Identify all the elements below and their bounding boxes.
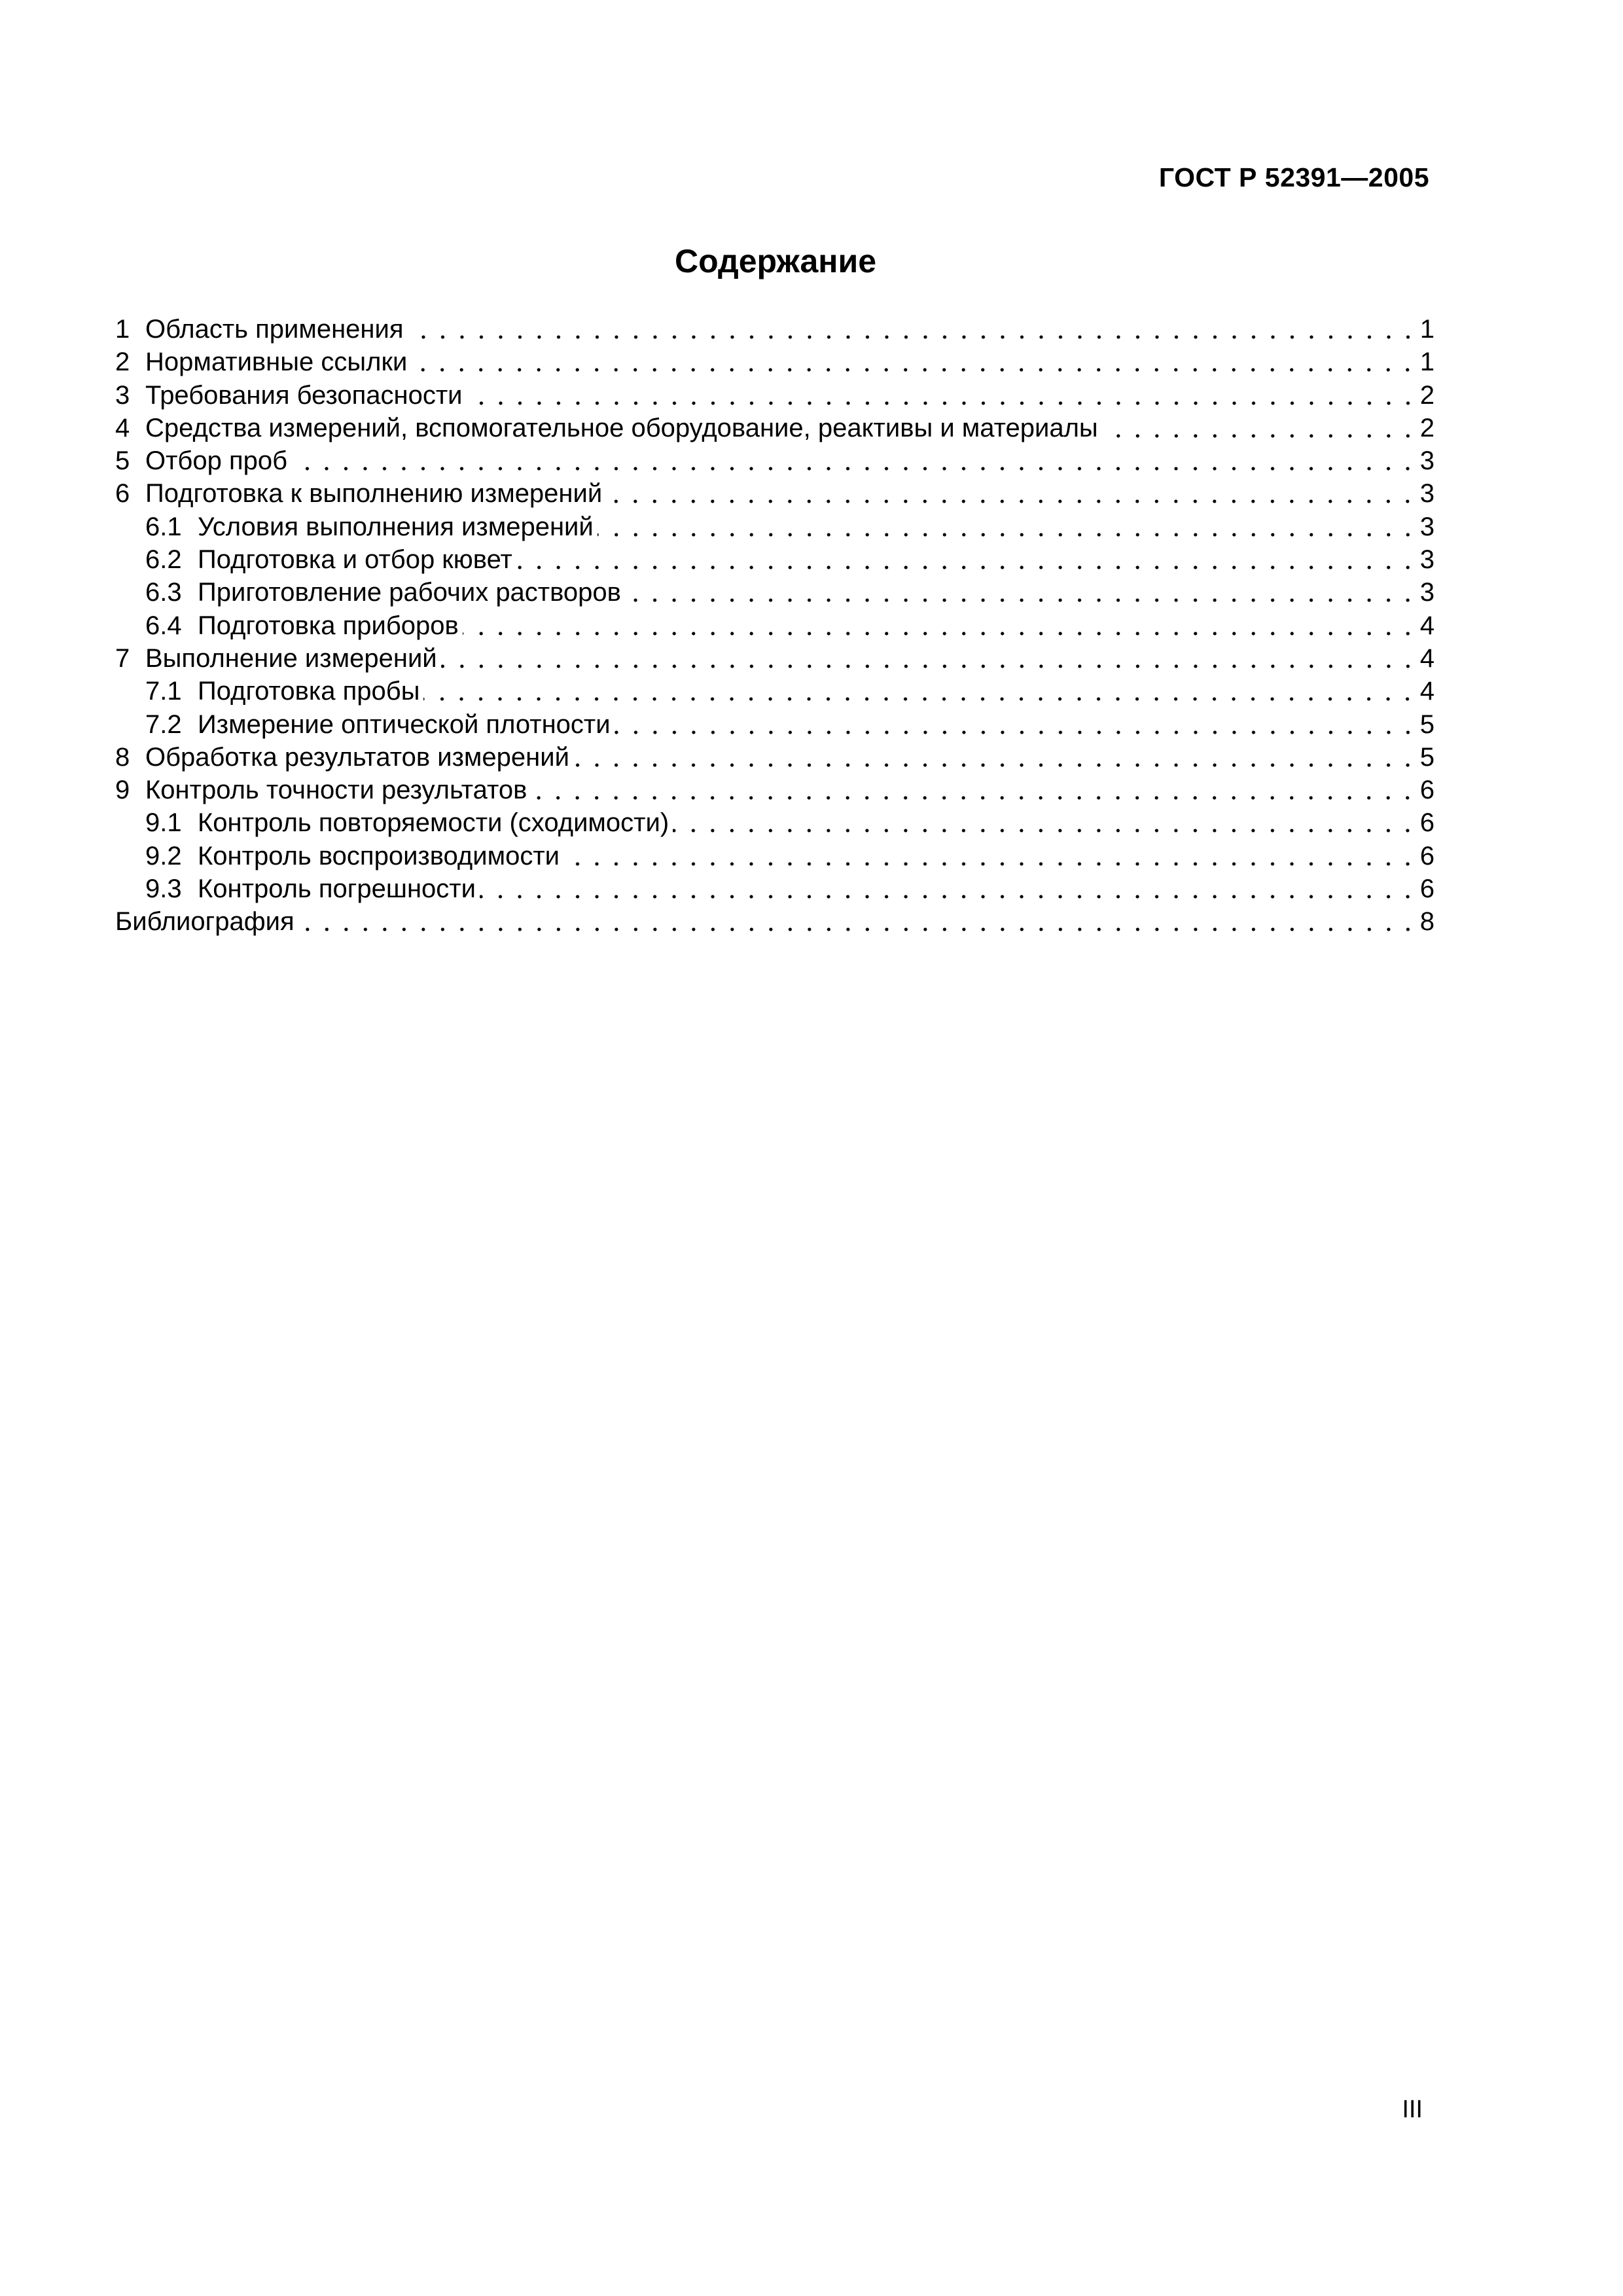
toc-entry-page: 8: [1419, 907, 1435, 937]
toc-entry-title: Область применения: [145, 315, 404, 344]
toc-entry[interactable]: [115, 805, 1435, 838]
toc-entry-title: Выполнение измерений: [145, 643, 437, 673]
toc-entry-title: Библиография: [115, 907, 294, 937]
dot-leader: [298, 906, 1418, 933]
dot-leader: [467, 380, 1418, 406]
toc-entry-title: Приготовление рабочих растворов: [198, 578, 621, 607]
toc-entry-title: Контроль погрешности: [198, 874, 476, 904]
toc-entry-title: Подготовка приборов: [198, 611, 459, 640]
dot-leader: [606, 478, 1418, 505]
toc-entry[interactable]: [115, 641, 1435, 673]
toc-entry-number: 9.2: [145, 841, 182, 870]
toc-entry-page: 2: [1419, 413, 1435, 442]
toc-entry-page: 3: [1419, 446, 1435, 476]
toc-entry-page: 3: [1419, 479, 1435, 509]
toc-entry-page: 4: [1419, 677, 1435, 706]
toc-entry-number: 6.2: [145, 545, 182, 575]
dot-leader: [291, 446, 1418, 472]
toc-entry-title: Подготовка и отбор кювет: [198, 545, 512, 575]
toc-entry-page: 4: [1419, 643, 1435, 673]
toc-entry[interactable]: [115, 476, 1435, 509]
dot-leader: [411, 347, 1417, 373]
toc-entry[interactable]: [115, 740, 1435, 772]
toc-entry-number: 6.4: [145, 611, 182, 640]
toc-entry-title: Контроль точности результатов: [145, 776, 527, 805]
toc-entry-number: 9: [115, 776, 130, 805]
toc-entry-page: 6: [1419, 808, 1435, 838]
toc-entry-title: Подготовка пробы: [198, 677, 420, 706]
toc-entry-page: 3: [1419, 512, 1435, 541]
toc-entry[interactable]: [115, 871, 1435, 904]
toc-entry-title: Контроль повторяемости (сходимости): [198, 808, 669, 838]
toc-entry[interactable]: [115, 673, 1435, 706]
dot-leader: [423, 676, 1417, 702]
toc-entry[interactable]: [115, 312, 1435, 344]
toc-title: Содержание: [674, 243, 877, 279]
dot-leader: [615, 709, 1418, 736]
dot-leader: [625, 577, 1418, 603]
toc-entry-number: 1: [115, 315, 130, 344]
toc-entry-number: 8: [115, 742, 130, 772]
toc-entry-title: Нормативные ссылки: [145, 348, 408, 377]
toc-entry-title: Подготовка к выполнению измерений: [145, 479, 603, 509]
toc-entry-number: 9.3: [145, 874, 182, 904]
toc-entry-number: 2: [115, 348, 130, 377]
toc-entry-title: Измерение оптической плотности: [198, 709, 611, 739]
toc-entry-title: Условия выполнения измерений: [198, 512, 594, 541]
dot-leader: [463, 611, 1418, 637]
toc-entry-title: Обработка результатов измерений: [145, 742, 569, 772]
toc-entry-page: 4: [1419, 611, 1435, 640]
toc-entry[interactable]: [115, 772, 1435, 805]
toc-entry-page: 5: [1419, 709, 1435, 739]
dot-leader: [516, 545, 1418, 571]
toc-entry-page: 3: [1419, 545, 1435, 575]
page-number: III: [1402, 2096, 1423, 2123]
toc-entry-number: 9.1: [145, 808, 182, 838]
dot-leader: [441, 643, 1418, 670]
toc-entry-page: 1: [1419, 315, 1435, 344]
toc-entry-number: 7: [115, 643, 130, 673]
toc-entry-number: 7.1: [145, 677, 182, 706]
toc-entry-number: 6.3: [145, 578, 182, 607]
toc-entry-page: 3: [1419, 578, 1435, 607]
toc-entry[interactable]: [115, 344, 1435, 377]
dot-leader: [408, 314, 1418, 340]
toc-entry[interactable]: [115, 542, 1435, 575]
toc-entry-number: 5: [115, 446, 130, 476]
dot-leader: [531, 775, 1417, 801]
toc-entry-page: 6: [1419, 841, 1435, 870]
toc-entry[interactable]: [115, 608, 1435, 641]
toc-entry[interactable]: [115, 509, 1435, 542]
toc-entry-number: 7.2: [145, 709, 182, 739]
toc-entry[interactable]: [115, 838, 1435, 871]
toc-entry-number: 6.1: [145, 512, 182, 541]
toc-entry[interactable]: [115, 707, 1435, 740]
toc-entry[interactable]: [115, 410, 1435, 443]
dot-leader: [480, 874, 1418, 900]
toc-entry-page: 2: [1419, 380, 1435, 410]
document-code: ГОСТ Р 52391—2005: [1158, 162, 1429, 192]
toc-entry-page: 1: [1419, 348, 1435, 377]
toc-entry[interactable]: [115, 904, 1435, 937]
toc-entry-title: Средства измерений, вспомогательное оборудование, реактивы и материалы: [145, 413, 1098, 442]
toc-entry-title: Отбор проб: [145, 446, 288, 476]
toc-entry-title: Требования безопасности: [145, 380, 463, 410]
toc-entry-number: 6: [115, 479, 130, 509]
dot-leader: [597, 512, 1418, 538]
toc-entry-number: 4: [115, 413, 130, 442]
toc-entry[interactable]: [115, 575, 1435, 607]
toc-entry[interactable]: [115, 378, 1435, 410]
dot-leader: [573, 742, 1418, 768]
toc-entry-page: 6: [1419, 874, 1435, 904]
toc-entry-page: 6: [1419, 776, 1435, 805]
dot-leader: [563, 841, 1418, 867]
table-of-contents: [115, 312, 1435, 937]
toc-entry-title: Контроль воспроизводимости: [198, 841, 560, 870]
dot-leader: [673, 808, 1418, 834]
dot-leader: [1102, 413, 1418, 439]
toc-entry[interactable]: [115, 443, 1435, 476]
toc-entry-page: 5: [1419, 742, 1435, 772]
toc-entry-number: 3: [115, 380, 130, 410]
